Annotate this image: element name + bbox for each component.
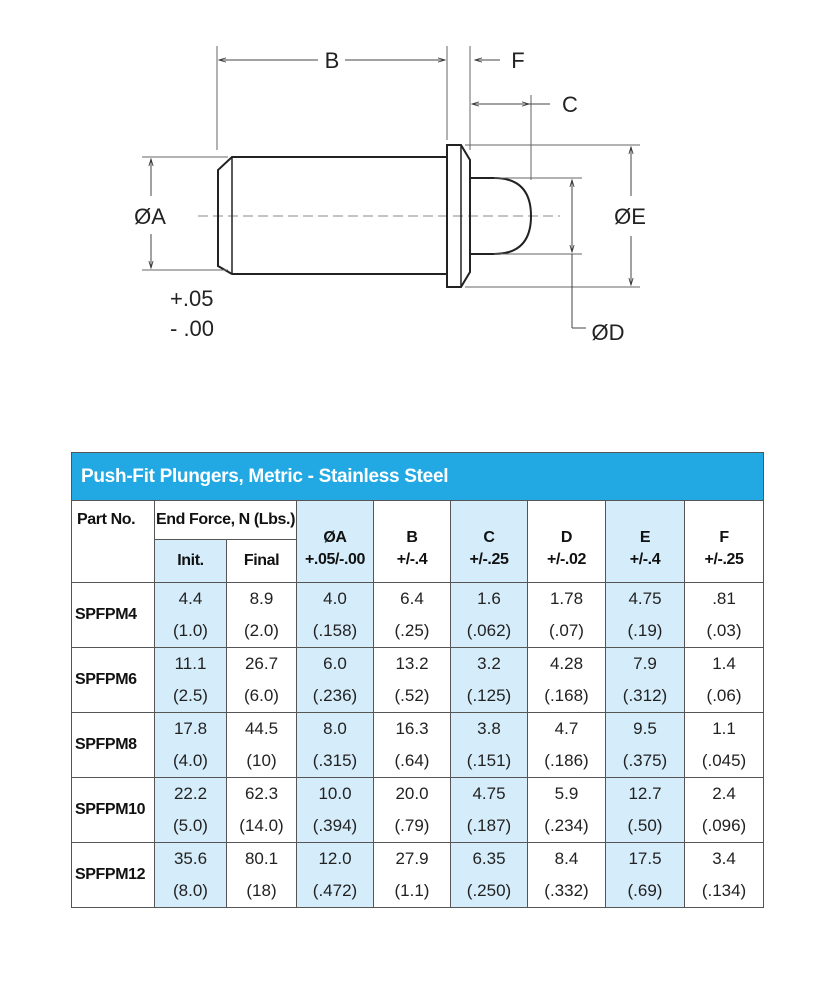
inch-value: (18) — [246, 881, 277, 900]
metric-value: 62.3 — [244, 784, 279, 803]
header-f: F +/-.25 — [685, 501, 764, 583]
value-cell-init — [155, 583, 227, 648]
value-cell-final — [227, 583, 297, 648]
part-number-cell: SPFPM6 — [72, 648, 155, 713]
inch-value: (5.0) — [173, 816, 208, 835]
value-cell-final — [227, 778, 297, 843]
metric-value: 17.5 — [628, 849, 662, 868]
inch-value: (.25) — [394, 621, 430, 640]
metric-value: 17.8 — [173, 719, 208, 738]
header-part-no: Part No. — [72, 501, 155, 583]
dim-label-b: B — [324, 48, 340, 73]
metric-value: 4.4 — [178, 589, 203, 608]
value-cell-a — [297, 648, 374, 713]
value-cell-f — [685, 778, 764, 843]
metric-value: 4.7 — [554, 719, 579, 738]
inch-value: (.062) — [466, 621, 512, 640]
metric-value: 1.1 — [712, 719, 736, 738]
header-end-force: End Force, N (Lbs.) — [155, 501, 297, 540]
metric-value: 6.35 — [472, 849, 506, 868]
value-cell-e — [606, 713, 685, 778]
table-row — [72, 778, 764, 843]
metric-value: 5.9 — [554, 784, 579, 803]
value-cell-init — [155, 778, 227, 843]
value-cell-e — [606, 583, 685, 648]
metric-value: 1.4 — [712, 654, 736, 673]
value-cell-final — [227, 648, 297, 713]
value-cell-final — [227, 843, 297, 908]
inch-value: (.236) — [312, 686, 358, 705]
value-cell-c — [451, 778, 528, 843]
metric-value: 26.7 — [244, 654, 279, 673]
metric-value: 3.8 — [477, 719, 501, 738]
metric-value: 12.7 — [628, 784, 662, 803]
value-cell-c — [451, 648, 528, 713]
value-cell-init — [155, 648, 227, 713]
value-cell-e — [606, 778, 685, 843]
value-cell-a — [297, 843, 374, 908]
inch-value: (1.0) — [173, 621, 208, 640]
metric-value: 3.4 — [712, 849, 736, 868]
value-cell-b — [374, 843, 451, 908]
metric-value: 4.75 — [472, 784, 506, 803]
inch-value: (.151) — [466, 751, 512, 770]
inch-value: (.315) — [312, 751, 358, 770]
metric-value: 16.3 — [395, 719, 429, 738]
inch-value: (.394) — [312, 816, 358, 835]
part-number-cell: SPFPM8 — [72, 713, 155, 778]
inch-value: (6.0) — [244, 686, 279, 705]
inch-value: (.375) — [622, 751, 668, 770]
dim-label-d: ØD — [591, 320, 625, 345]
value-cell-e — [606, 843, 685, 908]
value-cell-f — [685, 843, 764, 908]
value-cell-a — [297, 583, 374, 648]
inch-value: (.472) — [312, 881, 358, 900]
value-cell-b — [374, 583, 451, 648]
metric-value: 8.9 — [249, 589, 274, 608]
header-init: Init. — [155, 540, 227, 583]
table-row — [72, 843, 764, 908]
metric-value: 20.0 — [395, 784, 429, 803]
metric-value: 4.75 — [628, 589, 662, 608]
metric-value: 4.0 — [323, 589, 347, 608]
header-final: Final — [227, 540, 297, 583]
inch-value: (.52) — [394, 686, 430, 705]
metric-value: 1.6 — [477, 589, 501, 608]
metric-value: 1.78 — [549, 589, 584, 608]
value-cell-final — [227, 713, 297, 778]
spec-table — [71, 452, 764, 908]
value-cell-f — [685, 648, 764, 713]
inch-value: (2.5) — [173, 686, 208, 705]
value-cell-c — [451, 583, 528, 648]
table-row — [72, 583, 764, 648]
value-cell-b — [374, 648, 451, 713]
value-cell-b — [374, 713, 451, 778]
metric-value: 6.0 — [323, 654, 347, 673]
inch-value: (.250) — [466, 881, 512, 900]
value-cell-init — [155, 713, 227, 778]
inch-value: (4.0) — [173, 751, 208, 770]
inch-value: (.69) — [627, 881, 663, 900]
value-cell-init — [155, 843, 227, 908]
inch-value: (.312) — [622, 686, 668, 705]
inch-value: (.096) — [701, 816, 747, 835]
inch-value: (10) — [246, 751, 277, 770]
header-e: E +/-.4 — [606, 501, 685, 583]
inch-value: (.06) — [706, 686, 742, 705]
dim-label-f: F — [511, 48, 525, 73]
metric-value: 4.28 — [549, 654, 584, 673]
tolerance-minus: - .00 — [170, 316, 215, 341]
value-cell-f — [685, 713, 764, 778]
value-cell-e — [606, 648, 685, 713]
value-cell-f — [685, 583, 764, 648]
value-cell-c — [451, 843, 528, 908]
metric-value: 27.9 — [395, 849, 429, 868]
metric-value: 12.0 — [318, 849, 352, 868]
inch-value: (.19) — [627, 621, 663, 640]
table-body — [72, 583, 764, 908]
metric-value: .81 — [712, 589, 736, 608]
value-cell-b — [374, 778, 451, 843]
inch-value: (.134) — [701, 881, 747, 900]
metric-value: 10.0 — [318, 784, 352, 803]
inch-value: (.332) — [544, 881, 589, 900]
inch-value: (.50) — [627, 816, 663, 835]
inch-value: (.79) — [394, 816, 430, 835]
inch-value: (14.0) — [239, 816, 284, 835]
metric-value: 44.5 — [244, 719, 279, 738]
inch-value: (.186) — [544, 751, 589, 770]
inch-value: (.03) — [706, 621, 742, 640]
part-number-cell: SPFPM4 — [72, 583, 155, 648]
metric-value: 8.0 — [323, 719, 347, 738]
inch-value: (.125) — [466, 686, 512, 705]
inch-value: (2.0) — [244, 621, 279, 640]
metric-value: 9.5 — [633, 719, 657, 738]
part-number-cell: SPFPM12 — [72, 843, 155, 908]
inch-value: (.07) — [549, 621, 584, 640]
part-number-cell: SPFPM10 — [72, 778, 155, 843]
dim-label-c: C — [562, 92, 578, 117]
inch-value: (.158) — [312, 621, 358, 640]
metric-value: 6.4 — [400, 589, 424, 608]
inch-value: (8.0) — [173, 881, 208, 900]
header-b: B +/-.4 — [374, 501, 451, 583]
metric-value: 11.1 — [174, 654, 207, 673]
value-cell-a — [297, 713, 374, 778]
value-cell-d — [528, 583, 606, 648]
metric-value: 3.2 — [477, 654, 501, 673]
inch-value: (.045) — [701, 751, 747, 770]
metric-value: 13.2 — [395, 654, 429, 673]
metric-value: 8.4 — [554, 849, 579, 868]
plunger-dimension-drawing — [0, 0, 825, 450]
table-row — [72, 713, 764, 778]
value-cell-a — [297, 778, 374, 843]
value-cell-d — [528, 713, 606, 778]
metric-value: 80.1 — [244, 849, 279, 868]
inch-value: (.64) — [394, 751, 430, 770]
metric-value: 2.4 — [712, 784, 736, 803]
metric-value: 22.2 — [173, 784, 208, 803]
table-row — [72, 648, 764, 713]
header-c: C +/-.25 — [451, 501, 528, 583]
value-cell-c — [451, 713, 528, 778]
dim-label-e: ØE — [614, 204, 646, 229]
value-cell-d — [528, 778, 606, 843]
dim-label-a: ØA — [134, 204, 166, 229]
header-d: D +/-.02 — [528, 501, 606, 583]
header-a: ØA +.05/-.00 — [297, 501, 374, 583]
inch-value: (.234) — [544, 816, 589, 835]
inch-value: (1.1) — [394, 881, 430, 900]
table-title: Push-Fit Plungers, Metric - Stainless Steel — [72, 453, 764, 501]
metric-value: 35.6 — [173, 849, 208, 868]
metric-value: 7.9 — [633, 654, 657, 673]
tolerance-plus: +.05 — [170, 286, 214, 311]
value-cell-d — [528, 648, 606, 713]
inch-value: (.168) — [544, 686, 589, 705]
inch-value: (.187) — [466, 816, 512, 835]
value-cell-d — [528, 843, 606, 908]
